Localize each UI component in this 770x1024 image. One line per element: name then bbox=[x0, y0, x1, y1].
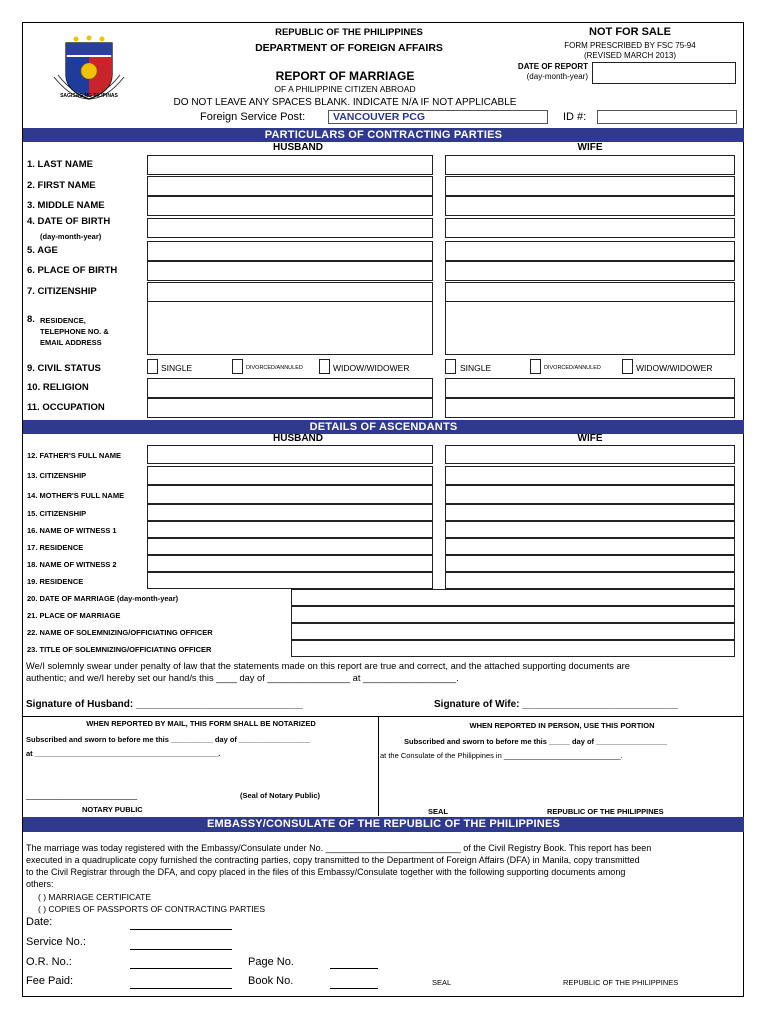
label-page-no: Page No. bbox=[248, 956, 294, 968]
wife-religion-input[interactable] bbox=[445, 378, 735, 398]
husband-residence-1-input[interactable] bbox=[147, 538, 433, 555]
husband-single-checkbox[interactable] bbox=[147, 359, 158, 374]
husband-heading-1: HUSBAND bbox=[273, 142, 323, 153]
fee-paid-line[interactable] bbox=[130, 988, 232, 989]
label-citizenship: 7. CITIZENSHIP bbox=[27, 286, 97, 297]
revised-date: (REVISED MARCH 2013) bbox=[583, 51, 677, 60]
husband-dob-input[interactable] bbox=[147, 218, 433, 238]
book-no-line[interactable] bbox=[330, 988, 378, 989]
date-of-report-format: (day-month-year) bbox=[526, 72, 588, 81]
notary-republic: REPUBLIC OF THE PHILIPPINES bbox=[547, 807, 664, 816]
or-no-line[interactable] bbox=[130, 968, 232, 969]
label-date-of-marriage: 20. DATE OF MARRIAGE (day-month-year) bbox=[27, 594, 179, 603]
husband-religion-input[interactable] bbox=[147, 378, 433, 398]
wife-middle-name-input[interactable] bbox=[445, 196, 735, 216]
embassy-p4: others: bbox=[26, 879, 54, 889]
husband-residence-2-input[interactable] bbox=[147, 572, 433, 589]
label-service-no: Service No.: bbox=[26, 936, 86, 948]
wife-place-of-birth-input[interactable] bbox=[445, 261, 735, 281]
officer-title-input[interactable] bbox=[291, 640, 735, 657]
page-no-line[interactable] bbox=[330, 968, 378, 969]
wife-last-name-input[interactable] bbox=[445, 155, 735, 175]
husband-widow-label: WIDOW/WIDOWER bbox=[333, 363, 410, 373]
wife-age-input[interactable] bbox=[445, 241, 735, 261]
husband-witness-2-input[interactable] bbox=[147, 555, 433, 572]
husband-heading-2: HUSBAND bbox=[273, 433, 323, 444]
label-residence-number: 8. bbox=[27, 314, 35, 325]
label-book-no: Book No. bbox=[248, 975, 294, 987]
label-residence-1: 17. RESIDENCE bbox=[27, 543, 84, 552]
husband-place-of-birth-input[interactable] bbox=[147, 261, 433, 281]
wife-residence-1-input[interactable] bbox=[445, 538, 735, 555]
label-place-of-birth: 6. PLACE OF BIRTH bbox=[27, 265, 118, 276]
label-occupation: 11. OCCUPATION bbox=[27, 402, 105, 413]
coat-of-arms-seal bbox=[50, 35, 128, 107]
husband-last-name-input[interactable] bbox=[147, 155, 433, 175]
mail-sworn: Subscribed and sworn to before me this __________ day of _________________ bbox=[26, 735, 310, 744]
husband-divorced-checkbox[interactable] bbox=[232, 359, 243, 374]
date-of-report-input[interactable] bbox=[592, 62, 736, 84]
embassy-seal: SEAL bbox=[432, 978, 452, 987]
form-instruction: DO NOT LEAVE ANY SPACES BLANK. INDICATE N/A IF NOT APPLICABLE bbox=[173, 97, 517, 108]
doc-marriage-certificate[interactable]: ( ) MARRIAGE CERTIFICATE bbox=[38, 892, 152, 902]
husband-middle-name-input[interactable] bbox=[147, 196, 433, 216]
label-father-name: 12. FATHER'S FULL NAME bbox=[27, 451, 122, 460]
id-input[interactable] bbox=[597, 110, 737, 124]
foreign-service-post-label: Foreign Service Post: bbox=[200, 111, 306, 123]
label-place-of-marriage: 21. PLACE OF MARRIAGE bbox=[27, 611, 121, 620]
husband-divorced-label: DIVORCED/ANNULED bbox=[246, 365, 303, 371]
husband-occupation-input[interactable] bbox=[147, 398, 433, 418]
wife-divorced-checkbox[interactable] bbox=[530, 359, 541, 374]
wife-divorced-label: DIVORCED/ANNULED bbox=[544, 365, 601, 371]
label-civil-status: 9. CIVIL STATUS bbox=[27, 363, 101, 374]
oath-line-2: authentic; and we/I hereby set our hand/s this ____ day of ________________ at __________________. bbox=[26, 673, 459, 683]
label-age: 5. AGE bbox=[27, 245, 58, 256]
department-heading: DEPARTMENT OF FOREIGN AFFAIRS bbox=[255, 42, 443, 54]
person-title: WHEN REPORTED IN PERSON, USE THIS PORTION bbox=[469, 721, 655, 730]
husband-age-input[interactable] bbox=[147, 241, 433, 261]
label-mother-citizenship: 15. CITIZENSHIP bbox=[27, 509, 87, 518]
husband-father-citizenship-input[interactable] bbox=[147, 466, 433, 485]
embassy-p3: to the Civil Registrar through the DFA, and copy placed in the files of this Embassy/Consulate together with the following supporting documents among bbox=[26, 867, 626, 877]
wife-single-label: SINGLE bbox=[460, 363, 492, 373]
officer-name-input[interactable] bbox=[291, 623, 735, 640]
notary-top-rule bbox=[23, 716, 744, 717]
wife-citizenship-input[interactable] bbox=[445, 282, 735, 302]
label-fee-paid: Fee Paid: bbox=[26, 975, 74, 987]
wife-dob-input[interactable] bbox=[445, 218, 735, 238]
wife-father-citizenship-input[interactable] bbox=[445, 466, 735, 485]
label-telephone: TELEPHONE NO. & bbox=[40, 327, 109, 336]
husband-father-input[interactable] bbox=[147, 445, 433, 464]
label-religion: 10. RELIGION bbox=[27, 382, 89, 393]
wife-heading-1: WIFE bbox=[577, 142, 603, 153]
service-no-line[interactable] bbox=[130, 949, 232, 950]
husband-first-name-input[interactable] bbox=[147, 176, 433, 196]
label-dob-format: (day-month-year) bbox=[40, 232, 102, 241]
particulars-banner: PARTICULARS OF CONTRACTING PARTIES bbox=[23, 128, 744, 142]
oath-line-1: We/I solemnly swear under penalty of law that the statements made on this report are true and correct, and the attached supporting documents are bbox=[26, 661, 630, 671]
label-last-name: 1. LAST NAME bbox=[27, 159, 93, 170]
ascendants-banner: DETAILS OF ASCENDANTS bbox=[23, 420, 744, 434]
notary-signature-line[interactable]: _________________________ bbox=[26, 791, 138, 800]
form-title: REPORT OF MARRIAGE bbox=[275, 69, 415, 83]
label-first-name: 2. FIRST NAME bbox=[27, 180, 96, 191]
doc-passports[interactable]: ( ) COPIES OF PASSPORTS OF CONTRACTING PARTIES bbox=[38, 904, 266, 914]
label-witness-2: 18. NAME OF WITNESS 2 bbox=[27, 560, 117, 569]
notary-public: NOTARY PUBLIC bbox=[82, 805, 143, 814]
husband-witness-1-input[interactable] bbox=[147, 521, 433, 538]
not-for-sale: NOT FOR SALE bbox=[589, 26, 671, 38]
embassy-republic: REPUBLIC OF THE PHILIPPINES bbox=[563, 978, 679, 987]
seal-of-notary: (Seal of Notary Public) bbox=[240, 791, 321, 800]
wife-residence-input[interactable] bbox=[445, 301, 735, 355]
form-prescribed: FORM PRESCRIBED BY FSC 75-94 bbox=[564, 41, 696, 50]
mail-at: at ____________________________________________. bbox=[26, 749, 221, 758]
wife-widow-label: WIDOW/WIDOWER bbox=[636, 363, 713, 373]
husband-citizenship-input[interactable] bbox=[147, 282, 433, 302]
wife-witness-2-input[interactable] bbox=[445, 555, 735, 572]
date-line[interactable] bbox=[130, 929, 232, 930]
seal-lettering: SAGISAG NG PILIPINAS bbox=[60, 93, 118, 99]
wife-mother-input[interactable] bbox=[445, 485, 735, 504]
signature-husband[interactable]: Signature of Husband: ______________________________ bbox=[26, 699, 303, 710]
label-middle-name: 3. MIDDLE NAME bbox=[27, 200, 105, 211]
husband-residence-input[interactable] bbox=[147, 301, 433, 355]
id-label: ID #: bbox=[563, 111, 587, 123]
person-at: at the Consulate of the Philippines in ____________________________. bbox=[380, 751, 623, 760]
place-of-marriage-input[interactable] bbox=[291, 606, 735, 623]
wife-single-checkbox[interactable] bbox=[445, 359, 456, 374]
notary-seal: SEAL bbox=[428, 807, 449, 816]
husband-widow-checkbox[interactable] bbox=[319, 359, 330, 374]
wife-occupation-input[interactable] bbox=[445, 398, 735, 418]
label-mother-name: 14. MOTHER'S FULL NAME bbox=[27, 491, 125, 500]
wife-witness-1-input[interactable] bbox=[445, 521, 735, 538]
label-email: EMAIL ADDRESS bbox=[40, 338, 102, 347]
mail-title: WHEN REPORTED BY MAIL, THIS FORM SHALL BE NOTARIZED bbox=[86, 719, 316, 728]
notary-divider bbox=[378, 716, 379, 816]
wife-father-input[interactable] bbox=[445, 445, 735, 464]
form-subtitle: OF A PHILIPPINE CITIZEN ABROAD bbox=[274, 84, 416, 94]
label-or-no: O.R. No.: bbox=[26, 956, 72, 968]
foreign-service-post-input[interactable]: VANCOUVER PCG bbox=[328, 110, 548, 124]
wife-widow-checkbox[interactable] bbox=[622, 359, 633, 374]
label-date: Date: bbox=[26, 916, 53, 928]
label-officer-title: 23. TITLE OF SOLEMNIZING/OFFICIATING OFFICER bbox=[27, 645, 212, 654]
republic-heading: REPUBLIC OF THE PHILIPPINES bbox=[275, 27, 423, 38]
date-of-marriage-input[interactable] bbox=[291, 589, 735, 606]
husband-single-label: SINGLE bbox=[161, 363, 193, 373]
signature-wife[interactable]: Signature of Wife: ____________________________ bbox=[434, 699, 678, 710]
wife-mother-citizenship-input[interactable] bbox=[445, 504, 735, 521]
wife-first-name-input[interactable] bbox=[445, 176, 735, 196]
embassy-banner: EMBASSY/CONSULATE OF THE REPUBLIC OF THE PHILIPPINES bbox=[23, 817, 744, 832]
person-sworn: Subscribed and sworn to before me this _____ day of _________________ bbox=[404, 737, 668, 746]
label-residence: RESIDENCE, bbox=[40, 316, 86, 325]
label-witness-1: 16. NAME OF WITNESS 1 bbox=[27, 526, 117, 535]
label-father-citizenship: 13. CITIZENSHIP bbox=[27, 471, 87, 480]
label-residence-2: 19. RESIDENCE bbox=[27, 577, 84, 586]
embassy-p2: executed in a quadruplicate copy furnished the contracting parties, copy transmitted to the Department of Foreign Affairs (DFA) in Manila, copy transmitted bbox=[26, 855, 640, 865]
husband-mother-input[interactable] bbox=[147, 485, 433, 504]
date-of-report-label: DATE OF REPORT bbox=[517, 62, 588, 71]
label-date-of-birth: 4. DATE OF BIRTH bbox=[27, 216, 111, 227]
husband-mother-citizenship-input[interactable] bbox=[147, 504, 433, 521]
embassy-p1: The marriage was today registered with the Embassy/Consulate under No. ___________________________ of the Civil Registry Book. This report has been bbox=[26, 843, 652, 853]
wife-heading-2: WIFE bbox=[577, 433, 603, 444]
wife-residence-2-input[interactable] bbox=[445, 572, 735, 589]
label-officer-name: 22. NAME OF SOLEMNIZING/OFFICIATING OFFICER bbox=[27, 628, 213, 637]
